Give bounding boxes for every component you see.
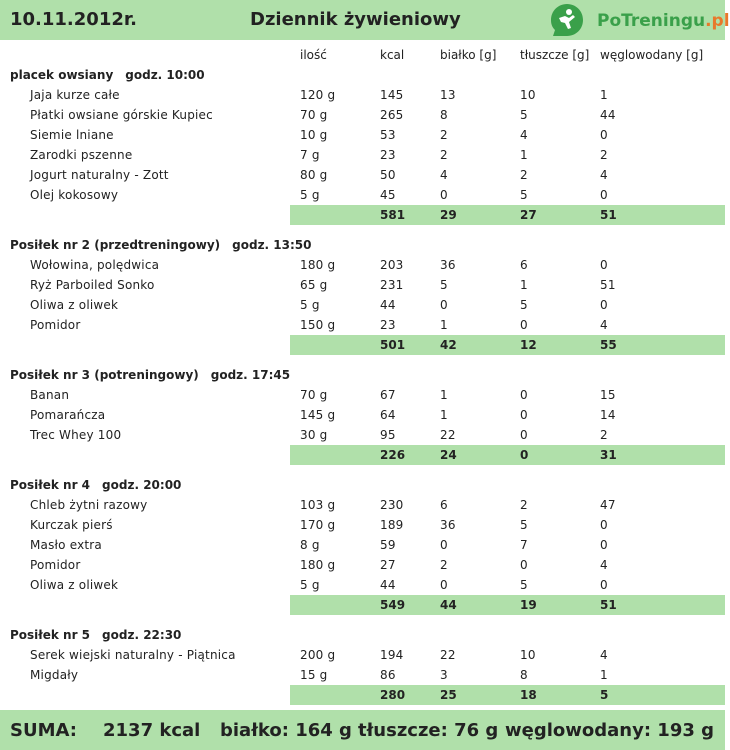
meal-title (10, 628, 181, 642)
cell-qty: 10 g (300, 128, 328, 142)
cell-qty: 150 g (300, 318, 336, 332)
cell-name: Pomidor (30, 558, 81, 572)
diary-date: 10.11.2012r. (10, 9, 138, 30)
cell-qty: 200 g (300, 648, 336, 662)
cell-carbs: 0 (600, 188, 608, 202)
potreningu-logo-icon (550, 3, 584, 37)
cell-fat: 1 (520, 278, 528, 292)
cell-protein: 3 (440, 668, 448, 682)
cell-carbs: 0 (600, 128, 608, 142)
total-kcal: 501 (380, 338, 406, 352)
page-title: Dziennik żywieniowy (250, 9, 461, 30)
meal-title (10, 368, 290, 382)
cell-carbs: 0 (600, 298, 608, 312)
cell-kcal: 95 (380, 428, 396, 442)
column-header-carbs: węglowodany [g] (600, 48, 704, 62)
summary-label: SUMA: (10, 720, 77, 741)
cell-fat: 5 (520, 188, 528, 202)
total-kcal: 226 (380, 448, 406, 462)
cell-carbs: 4 (600, 318, 608, 332)
cell-protein: 2 (440, 148, 448, 162)
cell-kcal: 23 (380, 148, 396, 162)
cell-protein: 0 (440, 538, 448, 552)
cell-name: Ryż Parboiled Sonko (30, 278, 155, 292)
cell-protein: 36 (440, 518, 456, 532)
total-kcal: 549 (380, 598, 406, 612)
cell-protein: 5 (440, 278, 448, 292)
cell-name: Pomidor (30, 318, 81, 332)
table-row (0, 575, 725, 595)
cell-fat: 7 (520, 538, 528, 552)
table-row (0, 315, 725, 335)
cell-name: Siemie lniane (30, 128, 114, 142)
cell-kcal: 231 (380, 278, 404, 292)
cell-qty: 65 g (300, 278, 328, 292)
cell-name: Migdały (30, 668, 79, 682)
cell-name: Oliwa z oliwek (30, 298, 119, 312)
column-header-fat: tłuszcze [g] (520, 48, 590, 62)
total-carbs: 51 (600, 598, 617, 612)
cell-kcal: 64 (380, 408, 396, 422)
cell-fat: 0 (520, 408, 528, 422)
cell-carbs: 47 (600, 498, 616, 512)
cell-carbs: 4 (600, 168, 608, 182)
meal-name: Posiłek nr 2 (przedtreningowy) (10, 238, 221, 252)
table-row (0, 85, 725, 105)
cell-name: Olej kokosowy (30, 188, 119, 202)
meal-time: godz. 20:00 (102, 478, 182, 492)
total-fat: 18 (520, 688, 537, 702)
cell-name: Oliwa z oliwek (30, 578, 119, 592)
cell-qty: 30 g (300, 428, 328, 442)
cell-carbs: 0 (600, 258, 608, 272)
cell-carbs: 0 (600, 538, 608, 552)
summary-fat: tłuszcze: 76 g (358, 720, 499, 741)
table-row (0, 645, 725, 665)
cell-protein: 8 (440, 108, 448, 122)
cell-qty: 120 g (300, 88, 336, 102)
meal-name: Posiłek nr 4 (10, 478, 91, 492)
cell-protein: 0 (440, 298, 448, 312)
cell-name: Wołowina, polędwica (30, 258, 160, 272)
cell-protein: 0 (440, 578, 448, 592)
total-fat: 0 (520, 448, 529, 462)
cell-kcal: 44 (380, 578, 396, 592)
cell-kcal: 230 (380, 498, 404, 512)
cell-kcal: 50 (380, 168, 396, 182)
total-carbs: 5 (600, 688, 609, 702)
cell-carbs: 15 (600, 388, 616, 402)
table-row (0, 495, 725, 515)
cell-fat: 2 (520, 498, 528, 512)
meal-total-row (290, 445, 725, 465)
total-kcal: 581 (380, 208, 406, 222)
summary-carbs: węglowodany: 193 g (505, 720, 715, 741)
cell-kcal: 67 (380, 388, 396, 402)
meal-total-row (290, 335, 725, 355)
cell-qty: 15 g (300, 668, 328, 682)
cell-name: Zarodki pszenne (30, 148, 133, 162)
meal-time: godz. 22:30 (102, 628, 182, 642)
meal-total-row (290, 205, 725, 225)
meal-name: Posiłek nr 3 (potreningowy) (10, 368, 199, 382)
cell-kcal: 145 (380, 88, 404, 102)
cell-name: Płatki owsiane górskie Kupiec (30, 108, 213, 122)
meal-time: godz. 13:50 (232, 238, 312, 252)
meal-total-row (290, 595, 725, 615)
cell-kcal: 27 (380, 558, 396, 572)
cell-fat: 5 (520, 518, 528, 532)
summary-protein: białko: 164 g (220, 720, 352, 741)
cell-protein: 1 (440, 318, 448, 332)
total-carbs: 51 (600, 208, 617, 222)
logo-text-domain: .pl (705, 11, 730, 31)
meal-name: placek owsiany (10, 68, 114, 82)
cell-kcal: 53 (380, 128, 396, 142)
cell-fat: 10 (520, 88, 536, 102)
cell-carbs: 4 (600, 648, 608, 662)
cell-fat: 0 (520, 428, 528, 442)
cell-qty: 103 g (300, 498, 336, 512)
table-row (0, 105, 725, 125)
cell-kcal: 203 (380, 258, 404, 272)
cell-carbs: 0 (600, 518, 608, 532)
total-protein: 25 (440, 688, 457, 702)
header-bar (0, 0, 730, 40)
meal-total-row (290, 685, 725, 705)
total-fat: 19 (520, 598, 537, 612)
table-row (0, 405, 725, 425)
cell-protein: 6 (440, 498, 448, 512)
cell-protein: 1 (440, 408, 448, 422)
cell-kcal: 86 (380, 668, 396, 682)
cell-qty: 70 g (300, 388, 328, 402)
cell-qty: 7 g (300, 148, 320, 162)
cell-fat: 8 (520, 668, 528, 682)
table-row (0, 385, 725, 405)
table-row (0, 185, 725, 205)
cell-carbs: 2 (600, 428, 608, 442)
cell-carbs: 2 (600, 148, 608, 162)
cell-protein: 22 (440, 428, 456, 442)
total-protein: 29 (440, 208, 457, 222)
total-protein: 24 (440, 448, 457, 462)
cell-name: Jaja kurze całe (30, 88, 120, 102)
column-header-kcal: kcal (380, 48, 405, 62)
logo-text-main: PoTreningu (597, 11, 706, 31)
cell-protein: 22 (440, 648, 456, 662)
cell-carbs: 51 (600, 278, 616, 292)
cell-name: Trec Whey 100 (30, 428, 122, 442)
table-row (0, 165, 725, 185)
summary-bar (0, 710, 725, 750)
meal-title (10, 68, 205, 82)
total-protein: 44 (440, 598, 457, 612)
table-row (0, 425, 725, 445)
total-protein: 42 (440, 338, 457, 352)
cell-protein: 4 (440, 168, 448, 182)
cell-protein: 13 (440, 88, 456, 102)
cell-fat: 0 (520, 318, 528, 332)
cell-protein: 2 (440, 558, 448, 572)
cell-name: Pomarańcza (30, 408, 106, 422)
column-header-protein: białko [g] (440, 48, 497, 62)
cell-fat: 1 (520, 148, 528, 162)
total-fat: 27 (520, 208, 537, 222)
cell-qty: 180 g (300, 558, 336, 572)
cell-fat: 5 (520, 298, 528, 312)
cell-protein: 1 (440, 388, 448, 402)
table-row (0, 145, 725, 165)
cell-fat: 5 (520, 108, 528, 122)
cell-qty: 5 g (300, 188, 320, 202)
cell-name: Jogurt naturalny - Zott (30, 168, 169, 182)
meal-title (10, 238, 311, 252)
table-row (0, 515, 725, 535)
cell-kcal: 23 (380, 318, 396, 332)
cell-qty: 170 g (300, 518, 336, 532)
cell-carbs: 1 (600, 88, 608, 102)
meal-title (10, 478, 181, 492)
cell-qty: 5 g (300, 298, 320, 312)
cell-kcal: 45 (380, 188, 396, 202)
table-row (0, 665, 725, 685)
summary-kcal: 2137 kcal (103, 720, 201, 741)
cell-protein: 0 (440, 188, 448, 202)
meal-name: Posiłek nr 5 (10, 628, 91, 642)
cell-kcal: 189 (380, 518, 404, 532)
cell-qty: 145 g (300, 408, 336, 422)
table-row (0, 555, 725, 575)
table-row (0, 295, 725, 315)
cell-name: Masło extra (30, 538, 102, 552)
cell-qty: 180 g (300, 258, 336, 272)
cell-carbs: 1 (600, 668, 608, 682)
cell-qty: 8 g (300, 538, 320, 552)
total-carbs: 31 (600, 448, 617, 462)
cell-kcal: 44 (380, 298, 396, 312)
total-carbs: 55 (600, 338, 617, 352)
table-row (0, 535, 725, 555)
total-fat: 12 (520, 338, 537, 352)
cell-name: Kurczak pierś (30, 518, 113, 532)
cell-fat: 6 (520, 258, 528, 272)
cell-name: Serek wiejski naturalny - Piątnica (30, 648, 236, 662)
table-row (0, 275, 725, 295)
cell-protein: 2 (440, 128, 448, 142)
cell-protein: 36 (440, 258, 456, 272)
column-header-qty: ilość (300, 48, 327, 62)
cell-kcal: 59 (380, 538, 396, 552)
cell-carbs: 4 (600, 558, 608, 572)
table-row (0, 255, 725, 275)
cell-name: Banan (30, 388, 70, 402)
cell-fat: 2 (520, 168, 528, 182)
logo-text (597, 11, 730, 31)
cell-kcal: 194 (380, 648, 404, 662)
cell-qty: 5 g (300, 578, 320, 592)
cell-fat: 5 (520, 578, 528, 592)
cell-qty: 70 g (300, 108, 328, 122)
total-kcal: 280 (380, 688, 406, 702)
cell-kcal: 265 (380, 108, 404, 122)
table-row (0, 125, 725, 145)
meal-time: godz. 10:00 (125, 68, 205, 82)
cell-fat: 0 (520, 558, 528, 572)
cell-fat: 0 (520, 388, 528, 402)
meal-time: godz. 17:45 (210, 368, 291, 382)
cell-qty: 80 g (300, 168, 328, 182)
cell-carbs: 0 (600, 578, 608, 592)
cell-fat: 4 (520, 128, 528, 142)
cell-carbs: 14 (600, 408, 616, 422)
cell-name: Chleb żytni razowy (30, 498, 148, 512)
cell-carbs: 44 (600, 108, 616, 122)
cell-fat: 10 (520, 648, 536, 662)
